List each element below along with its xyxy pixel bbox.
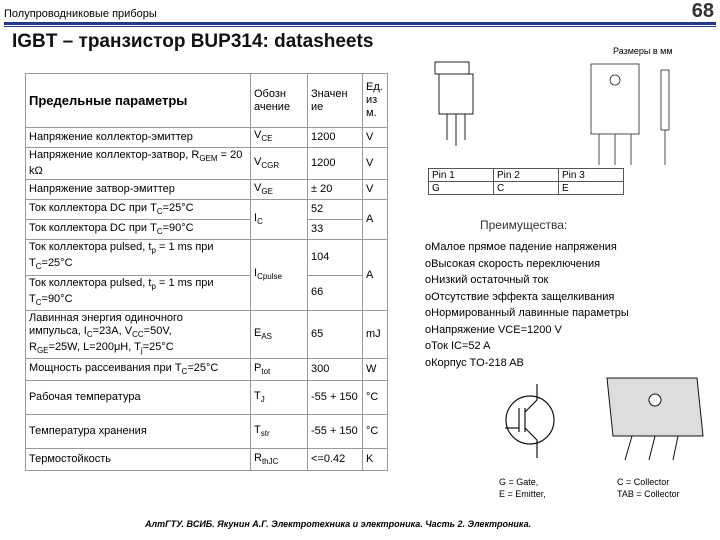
symbol-circle [506, 396, 554, 444]
table-row [26, 220, 388, 240]
param-name: Лавинная энергия одиночного импульса, $I_C=23A$, $V_{CC}=50V$, $R_{GE}=25W$, L=200μH, $T_j=25^\circ C$ [26, 310, 251, 358]
param-unit: °C [363, 381, 388, 415]
param-unit: K [363, 449, 388, 471]
table-row [26, 180, 388, 200]
pin-label: Pin 1 [429, 169, 494, 182]
list-item: oНапряжение VCE=1200 V [425, 323, 562, 336]
table-header-row [26, 74, 388, 128]
param-value: 33 [308, 220, 363, 240]
param-symbol: $E_{AS}$ [251, 310, 308, 358]
param-symbol: $V_{CGR}$ [251, 148, 308, 180]
section-title: Полупроводниковые приборы [4, 8, 157, 20]
param-unit: mJ [363, 310, 388, 358]
table-row [26, 381, 388, 415]
param-unit: V [363, 180, 388, 200]
param-name: Рабочая температура [26, 381, 251, 415]
package-hole [649, 394, 661, 406]
header-value: Значен ие [308, 74, 363, 128]
table-row [26, 449, 388, 471]
param-symbol: $P_{tot}$ [251, 359, 308, 381]
param-value: 66 [308, 275, 363, 310]
param-unit: V [363, 128, 388, 148]
legend-emitter: E = Emitter, [499, 489, 546, 499]
param-name: Напряжение коллектор-затвор, $R_{GEM} = 20$ kΩ [26, 148, 251, 180]
table-row [26, 128, 388, 148]
parameters-table [25, 73, 388, 471]
pin-function: E [559, 182, 624, 195]
page-title: IGBT – транзистор BUP314: datasheets [12, 31, 374, 52]
param-name: Термостойкость [26, 449, 251, 471]
list-item: oКорпус TO-218 AB [425, 356, 524, 369]
package-side-view [591, 64, 669, 165]
param-name: Напряжение коллектор-эмиттер [26, 128, 251, 148]
table-row [26, 310, 388, 358]
table-row [26, 240, 388, 275]
param-unit: V [363, 148, 388, 180]
pin-label: Pin 3 [559, 169, 624, 182]
table-row [26, 275, 388, 310]
param-unit: °C [363, 415, 388, 449]
list-item: oНизкий остаточный ток [425, 274, 549, 286]
package-lead-1 [625, 436, 632, 460]
table-row [26, 200, 388, 220]
param-name: Ток коллектора pulsed, $t_p = 1$ ms при $T_C=25^\circ C$ [26, 240, 251, 275]
param-value: 104 [308, 240, 363, 275]
igbt-symbol-and-package [497, 370, 715, 505]
side-body [591, 64, 639, 134]
param-symbol: $V_{CE}$ [251, 128, 308, 148]
param-unit: W [363, 359, 388, 381]
dimensions-label: Размеры в мм [613, 46, 673, 56]
legend-gate: G = Gate, [499, 477, 539, 487]
param-symbol: $I_C$ [251, 200, 308, 240]
mount-hole [610, 75, 620, 85]
package-body [607, 378, 703, 436]
body-outline [439, 74, 473, 114]
param-name: Ток коллектора DC при $T_C=90^\circ C$ [26, 220, 251, 240]
table-row [26, 415, 388, 449]
pin-label: Pin 2 [494, 169, 559, 182]
emitter-path [525, 428, 537, 440]
param-value: 1200 [308, 148, 363, 180]
package-lead-2 [649, 436, 655, 460]
param-symbol: $V_{GE}$ [251, 180, 308, 200]
param-symbol: $T_J$ [251, 381, 308, 415]
header-symbol: Обозн ачение [251, 74, 308, 128]
param-name: Мощность рассеивания при $T_C=25^\circ C$ [26, 359, 251, 381]
pin-header-row [429, 169, 624, 182]
header-param: Предельные параметры [26, 74, 251, 128]
igbt-symbol [505, 384, 554, 458]
param-symbol: $T_{str}$ [251, 415, 308, 449]
param-symbol: $I_{Cpulse}$ [251, 240, 308, 311]
list-item: oМалое прямое падение напряжения [425, 241, 617, 253]
header-divider-thin [4, 26, 716, 27]
param-value: ± 20 [308, 180, 363, 200]
pinout-table [428, 168, 624, 195]
param-symbol: $R_{thJC}$ [251, 449, 308, 471]
list-item: oТок IC=52 A [425, 340, 491, 352]
page-number: 68 [691, 0, 714, 22]
header-divider [4, 22, 716, 25]
pin-function: C [494, 182, 559, 195]
collector-path [525, 400, 537, 412]
param-value: -55 + 150 [308, 415, 363, 449]
package-lead-3 [673, 436, 678, 460]
table-row [26, 359, 388, 381]
param-value: 300 [308, 359, 363, 381]
pin-function: G [429, 182, 494, 195]
param-value: 52 [308, 200, 363, 220]
param-name: Напряжение затвор-эмиттер [26, 180, 251, 200]
list-item: oВысокая скорость переключения [425, 257, 601, 270]
param-value: 1200 [308, 128, 363, 148]
pin-function-row [429, 182, 624, 195]
param-unit: A [363, 240, 388, 311]
tab-outline [435, 62, 469, 74]
list-item: oОтсутствие эффекта защелкивания [425, 290, 615, 303]
table-row [26, 148, 388, 180]
param-value: <=0.42 [308, 449, 363, 471]
footer: АлтГТУ. ВСИБ. Якунин А.Г. Электротехника и электроника. Часть 2. Электроника. [145, 519, 532, 529]
list-item: oНормированный лавинные параметры [425, 307, 629, 319]
package-front-view [435, 62, 473, 146]
param-name: Ток коллектора DC при $T_C=25^\circ C$ [26, 200, 251, 220]
header-unit: Ед. из м. [363, 74, 388, 128]
param-value: -55 + 150 [308, 381, 363, 415]
profile-view [661, 70, 669, 130]
advantages-list [425, 239, 629, 371]
param-unit: A [363, 200, 388, 240]
param-name: Температура хранения [26, 415, 251, 449]
parameters-table-wrap [25, 73, 388, 471]
param-value: 65 [308, 310, 363, 358]
legend-collector: C = Collector [617, 477, 670, 487]
param-name: Ток коллектора pulsed, $t_p = 1$ ms при $T_C=90^\circ C$ [26, 275, 251, 310]
package-picture [607, 378, 703, 460]
legend-tab: TAB = Collector [617, 489, 680, 499]
advantages-title: Преимущества: [480, 218, 568, 232]
